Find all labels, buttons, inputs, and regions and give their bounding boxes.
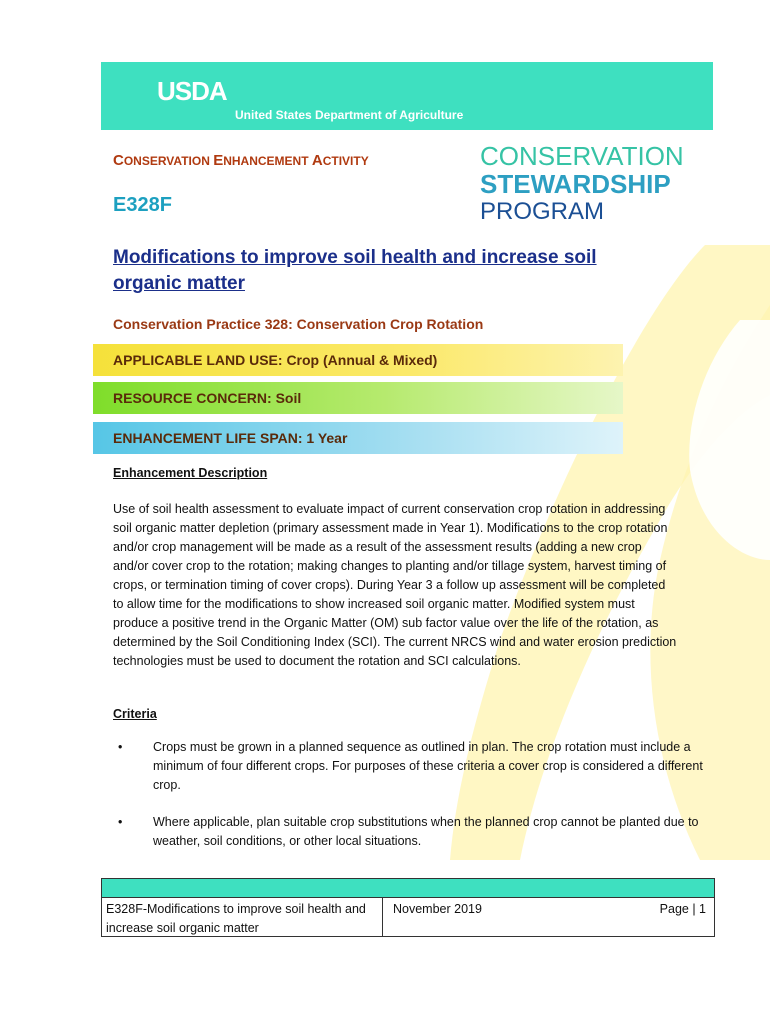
criteria-text: Where applicable, plan suitable crop substitutions when the planned crop cannot be planted due to weather, soil conditions, or other local situations. [153,815,699,848]
activity-code: E328F [113,194,172,216]
footer-page-number: Page | 1 [659,902,706,916]
usda-banner [101,62,713,130]
land-use-band [93,344,623,376]
program-logo [480,142,684,226]
footer-color-bar [102,879,714,898]
program-line-3: PROGRAM [480,198,605,225]
bullet-icon: • [118,740,123,754]
life-span-text: ENHANCEMENT LIFE SPAN: 1 Year [113,430,348,446]
practice-subtitle: Conservation Practice 328: Conservation Crop Rotation [113,316,484,332]
description-heading: Enhancement Description [113,466,268,480]
bullet-icon: • [118,815,123,829]
activity-word-3: ACTIVITY [311,152,369,169]
activity-label [113,152,369,169]
criteria-item [113,813,703,851]
criteria-heading: Criteria [113,707,157,721]
footer-date: November 2019 [393,902,482,916]
page-title: Modifications to improve soil health and increase soil organic matter [113,247,597,294]
activity-word-1: CONSERVATION [113,152,214,169]
page-footer [101,878,715,937]
life-span-band [93,422,623,454]
program-line-2: STEWARDSHIP [480,169,671,199]
criteria-list [113,738,703,869]
usda-logo: USDA [157,76,227,106]
description-body: Use of soil health assessment to evaluate impact of current conservation crop rotation in addressing soil organic matter depletion (primary assessment made in Year 1). Modifications to the crop rotation and/or crop management will be made as a result of the assessment results (adding a new crop and/or cover crop to the rotation; making changes to planting and/or tillage system, harvest timing of crops, or termination timing of cover crops). During Year 3 a follow up assessment will be completed to allow time for the modifications to show increased soil organic matter. Modified system must produce a positive trend in the Organic Matter (OM) sub factor value over the life of the rotation, as determined by the Soil Conditioning Index (SCI). The current NRCS wind and water erosion prediction technologies must be used to document the rotation and SCI calculations. [113,502,677,668]
land-use-text: APPLICABLE LAND USE: Crop (Annual & Mixed) [113,352,438,368]
department-name: United States Department of Agriculture [235,108,464,122]
resource-concern-text: RESOURCE CONCERN: Soil [113,390,302,406]
program-line-1: CONSERVATION [480,141,684,171]
resource-concern-band [93,382,623,414]
criteria-item [113,738,703,795]
footer-doc-title: E328F-Modifications to improve soil health and increase soil organic matter [102,898,383,936]
footer-row [102,898,714,936]
criteria-text: Crops must be grown in a planned sequence as outlined in plan. The crop rotation must include a minimum of four different crops. For purposes of these criteria a cover crop is considered a different crop. [153,740,703,792]
activity-word-2: ENHANCEMENT [213,152,312,169]
